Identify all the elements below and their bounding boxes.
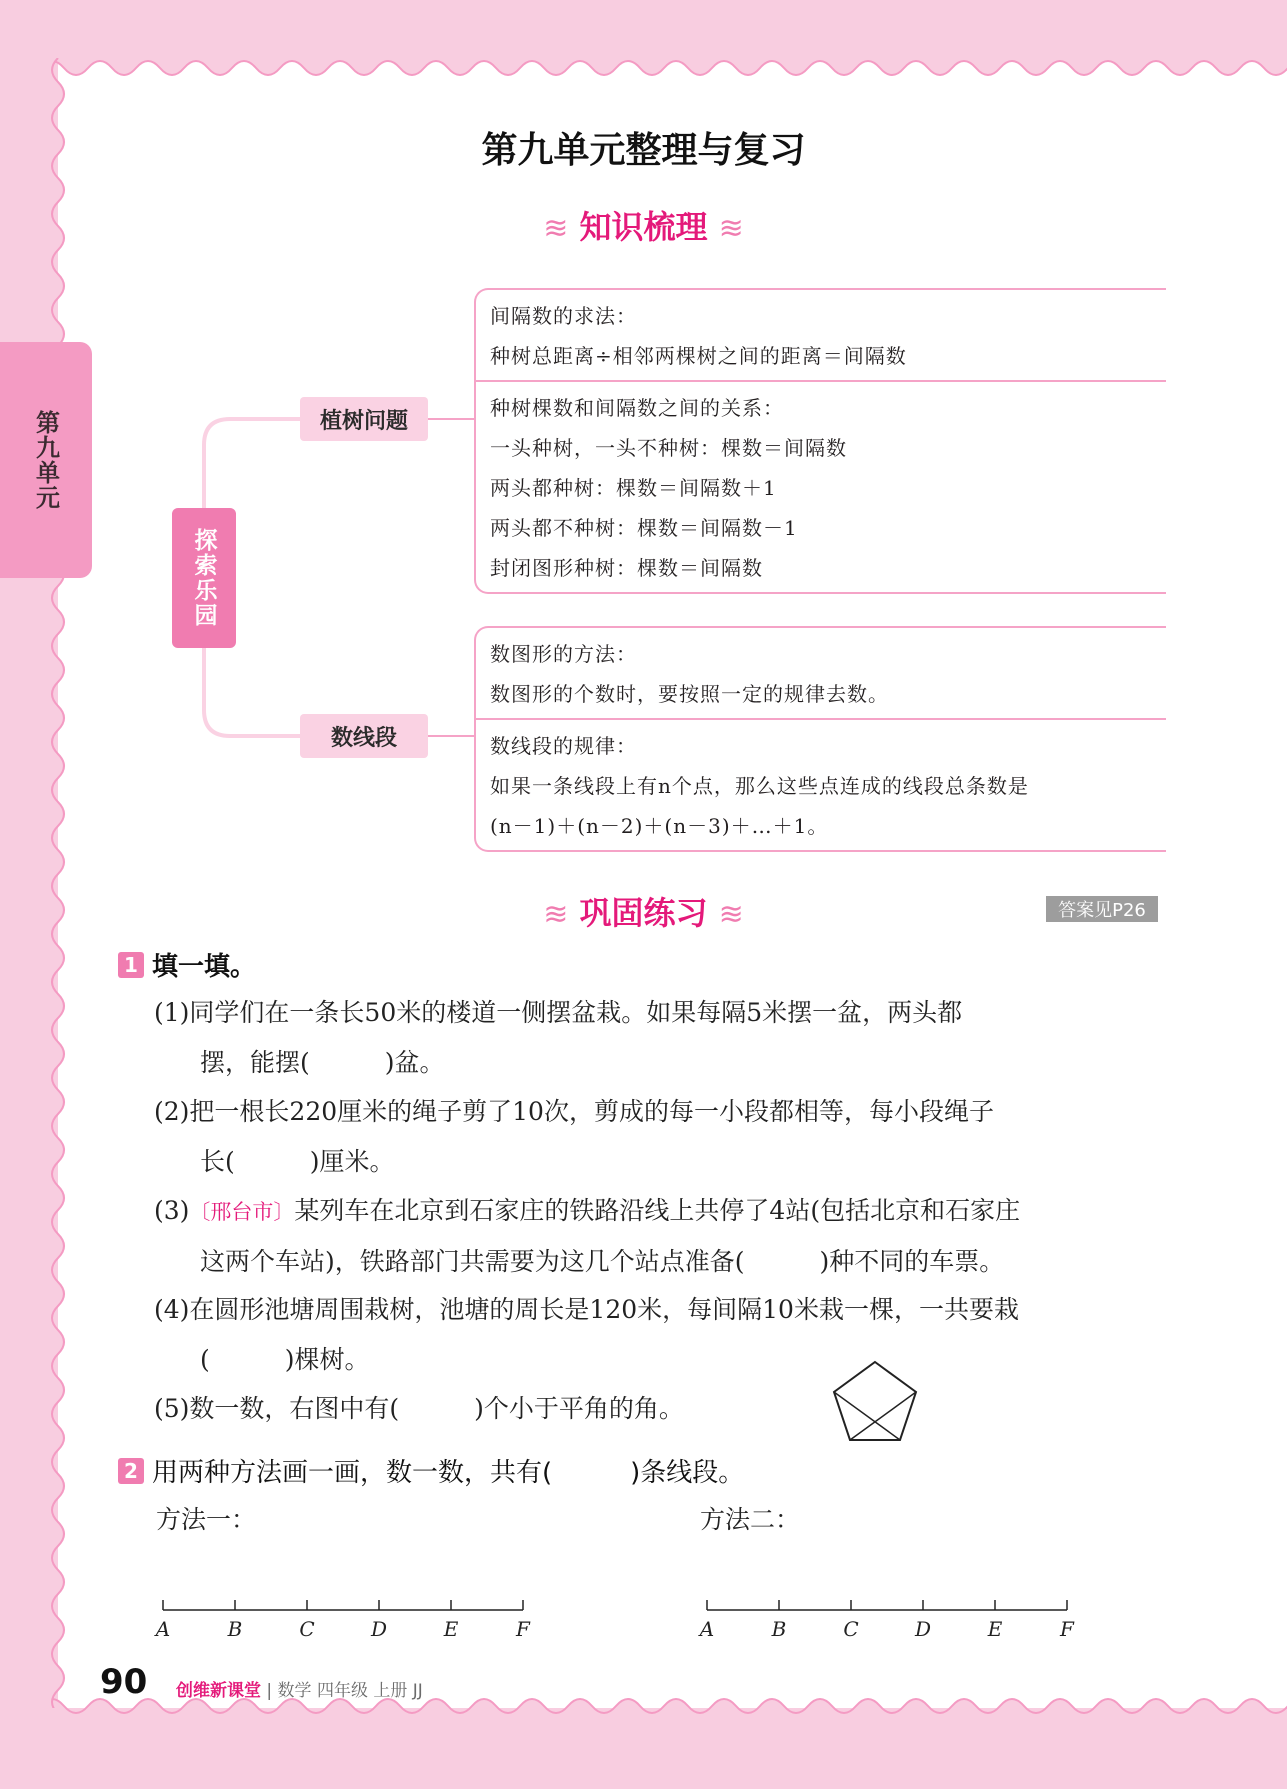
wave-decoration-icon: ≋ [543,897,569,932]
line-segments-box [474,626,1166,852]
box-line: 数图形的个数时，要按照一定的规律去数。 [490,682,889,706]
q1-item-3-line2: 这两个车站)，铁路部门共需要为这几个站点准备( )种不同的车票。 [200,1247,1005,1276]
q1-item-5-line1: (5)数一数，右图中有( )个小于平角的角。 [154,1394,684,1423]
footer-brand: 创维新课堂 [176,1681,261,1701]
tree-planting-box [474,288,1166,594]
mindmap-root-label: 探索乐园 [190,528,217,628]
footer-separator: | [266,1681,273,1701]
point-label: C [299,1617,315,1640]
answer-reference-badge: 答案见P26 [1046,896,1158,922]
box-line: 种树棵数和间隔数之间的关系： [490,396,784,420]
box-part-method [476,628,1166,718]
q1-item-3-prefix: (3) [154,1196,190,1225]
wave-decoration-icon: ≋ [543,211,569,246]
box-part-relation [476,380,1166,592]
q1-item-2-line1: (2)把一根长220厘米的绳子剪了10次，剪成的每一小段都相等，每小段绳子 [154,1097,994,1126]
point-label: A [155,1617,171,1640]
q1-item-1 [154,988,1164,1088]
box-line: 种树总距离÷相邻两棵树之间的距离＝间隔数 [490,344,907,368]
method-one-label: 方法一： [156,1505,257,1534]
box-line: (n－1)＋(n－2)＋(n－3)＋…＋1。 [490,814,829,838]
wave-decoration-icon: ≋ [718,897,744,932]
point-label: E [987,1617,1003,1640]
section-title-knowledge: 知识梳理 [579,208,708,246]
box-line: 间隔数的求法： [490,304,637,328]
footer-course: 数学 四年级 上册 JJ [277,1681,423,1701]
pentagon-figure [830,1358,930,1448]
point-label: A [699,1617,715,1640]
box-line: 数图形的方法： [490,642,637,666]
point-label: F [516,1617,530,1640]
point-label: B [227,1617,243,1640]
unit-side-tab-label: 第九单元 [31,410,60,510]
q1-item-3-line1: 某列车在北京到石家庄的铁路沿线上共停了4站(包括北京和石家庄 [294,1196,1021,1225]
point-label: D [370,1617,388,1640]
question-2-text: 用两种方法画一画，数一数，共有( )条线段。 [152,1458,745,1488]
box-part-rule [476,718,1166,850]
point-label: F [1060,1617,1074,1640]
box-line: 一头种树，一头不种树：棵数＝间隔数 [490,436,847,460]
page-number: 90 [100,1662,148,1702]
box-line: 两头都不种树：棵数＝间隔数－1 [490,516,798,540]
q1-item-4-line1: (4)在圆形池塘周围栽树，池塘的周长是120米，每间隔10米栽一棵，一共要栽 [154,1295,1019,1324]
question-1-title [118,946,256,983]
method-two-label: 方法二： [700,1505,801,1534]
question-number-badge: 2 [118,1458,144,1484]
point-lines [0,1580,1287,1640]
box-line: 数线段的规律： [490,734,637,758]
box-line: 封闭图形种树：棵数＝间隔数 [490,556,763,580]
wave-decoration-icon: ≋ [718,211,744,246]
point-label: E [443,1617,459,1640]
q1-item-4 [154,1285,1164,1385]
question-number-badge: 1 [118,952,144,978]
point-label: C [843,1617,859,1640]
mindmap-branch-line-segments: 数线段 [300,714,428,758]
mindmap-branch-tree-planting: 植树问题 [300,397,428,441]
page-title: 第九单元整理与复习 [481,130,806,171]
box-line: 如果一条线段上有n个点，那么这些点连成的线段总条数是 [490,774,1029,798]
q1-item-1-line1: (1)同学们在一条长50米的楼道一侧摆盆栽。如果每隔5米摆一盆，两头都 [154,998,963,1027]
box-part-interval [476,290,1166,380]
question-2-title [118,1452,744,1489]
question-1-text: 填一填。 [152,952,257,982]
q1-item-1-line2: 摆，能摆( )盆。 [200,1048,445,1077]
region-tag: 〔邢台市〕 [189,1200,295,1224]
q1-item-2-line2: 长( )厘米。 [200,1147,395,1176]
q1-item-5 [154,1384,1164,1434]
point-label: B [771,1617,787,1640]
section-title-practice: 巩固练习 [579,894,708,932]
q1-item-4-line2: ( )棵树。 [200,1345,370,1374]
q1-item-3 [154,1186,1164,1287]
q1-item-2 [154,1087,1164,1187]
point-label: D [914,1617,932,1640]
mindmap-root [172,508,236,648]
box-line: 两头都种树：棵数＝间隔数＋1 [490,476,777,500]
footer-info [176,1676,423,1701]
